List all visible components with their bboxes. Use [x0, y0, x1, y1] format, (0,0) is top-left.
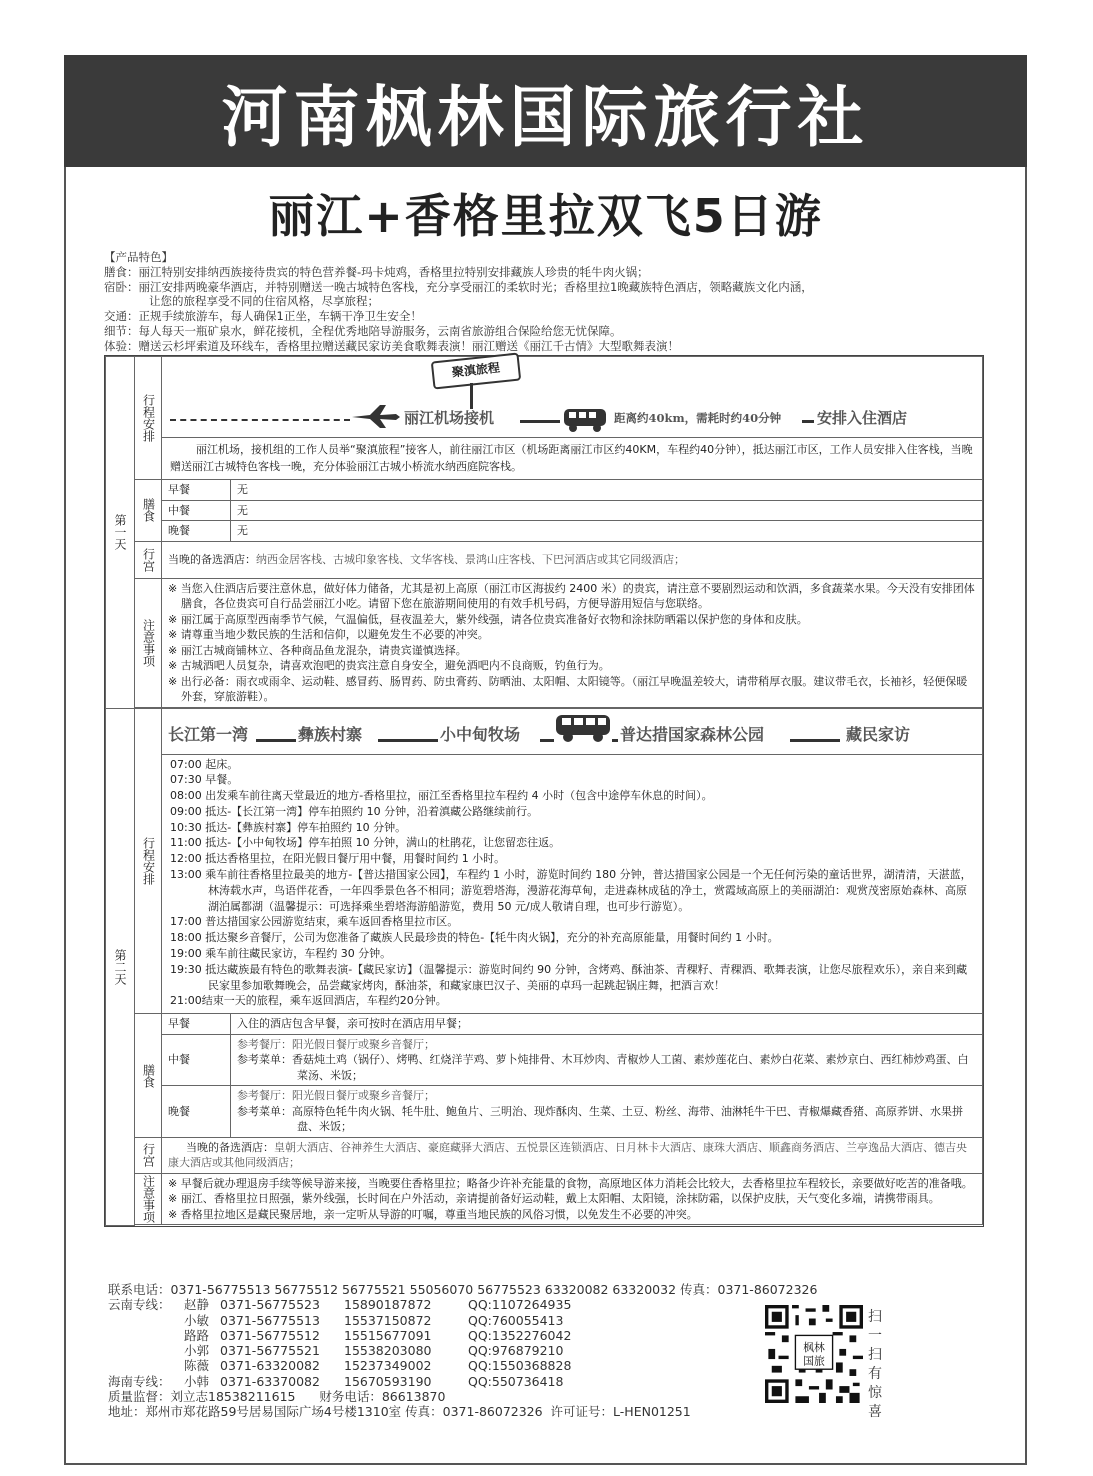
schedule-item: 13:00 乘车前往香格里拉最美的地方-【普达措国家公园】，车程约 1 小时，游览时间约 180 分钟，普达措国家公园是一个无任何污染的童话世界，湖清清，天湛蓝，林涛载水声，鸟语伴花香，一年四季景色各不相同；游览碧塔海，漫游花海草甸，走进森林成毡的净土，赏霞域高原上的美丽湖泊：观赏茂密原始森林、高原湖泊属都湖（温馨提示：可选择乘坐碧塔海游船游览，费用 50 元/成人敬请自理，也可步行游览）。	[170, 868, 972, 913]
route-dash-line	[170, 419, 350, 421]
feature-text: 每人每天一瓶矿泉水，鲜花接机，全程优秀地陪导游服务，云南省旅游组合保险给您无忧保障。	[138, 323, 622, 338]
feature-text: 赠送云杉坪索道及环线车，香格里拉赠送藏民家访美食歌舞表演！丽江赠送《丽江千古情》大型歌舞表演！	[138, 338, 679, 353]
airplane-icon	[350, 403, 402, 429]
yunnan-label: 云南专线：	[108, 1297, 171, 1313]
bus-icon	[562, 407, 608, 433]
meal-value	[231, 1086, 983, 1138]
note-item: ※ 出行必备：雨衣或雨伞、运动鞋、感冒药、肠胃药、防虫膏药、防晒油、太阳帽、太阳镜等。（丽江早晚温差较大，请带稍厚衣服。建议带毛衣，长袖衫，轻便保暖外套，穿旅游鞋）。	[168, 674, 968, 703]
meal-name: 早餐	[162, 1014, 231, 1035]
meal-value: 无	[231, 500, 983, 521]
feature-label: 体验：	[104, 338, 139, 353]
feature-text: 正规手续旅游车，每人确保1正坐，车辆干净卫生安全！	[138, 309, 422, 324]
contact-row: 陈薇 0371-63320082 15237349002 QQ:1550368828	[184, 1358, 572, 1374]
day2-hotel-category: 行宫	[135, 1137, 162, 1173]
schedule-item: 08:00 出发乘车前往离天堂最近的地方-香格里拉，丽江至香格里拉车程约 4 小时（包含中途停车休息的时间）。	[170, 789, 713, 803]
route-stop: 彝族村寨	[298, 724, 363, 744]
note-item: ※ 香格里拉地区是藏民聚居地，亲一定听从导游的叮嘱，尊重当地民族的风俗习惯，以免发生不必要的冲突。	[168, 1207, 698, 1221]
meal-name: 晚餐	[162, 1086, 231, 1138]
route-line	[540, 739, 554, 742]
hotel-list: 皇朝大酒店、谷神养生大酒店、豪庭藏驿大酒店、五悦景区连锁酒店、日月林卡大酒店、康珠大酒店、顺鑫商务酒店、兰亭逸品大酒店、德吉央康大酒店或其他同级酒店；	[168, 1140, 967, 1170]
schedule-item: 11:00 抵达-【小中甸牧场】停车拍照 10 分钟，满山的杜鹃花，让您留恋往返。	[170, 836, 561, 850]
note-item: ※ 请尊重当地少数民族的生活和信仰，以避免发生不必要的冲突。	[168, 628, 489, 641]
day2-schedule-category: 行程安排	[135, 708, 162, 1014]
day1-hotel-cell	[162, 541, 983, 578]
day2-route-banner	[162, 709, 982, 754]
meal-name: 早餐	[162, 480, 231, 501]
route-stop: 普达措国家森林公园	[620, 724, 765, 744]
route-line	[256, 739, 296, 742]
route-line	[790, 739, 840, 742]
feature-row	[104, 324, 1004, 339]
schedule-item: 12:00 抵达香格里拉，在阳光假日餐厅用中餐，用餐时间约 1 小时。	[170, 852, 506, 866]
yunnan-contacts	[108, 1297, 817, 1373]
contact-section	[108, 1282, 817, 1420]
agency-brand-banner: 河南枫林国际旅行社	[64, 55, 1027, 167]
bus-icon	[554, 713, 612, 743]
contact-row: 路路 0371-56775512 15515677091 QQ:1352276042	[184, 1327, 572, 1343]
meal-name: 中餐	[162, 1034, 231, 1086]
route-stop-hotel: 安排入住酒店	[817, 409, 908, 427]
yunnan-list	[184, 1297, 571, 1373]
day1-notes-category: 注意事项	[135, 578, 162, 707]
address-line: 地址：郑州市郑花路59号居易国际广场4号楼1310室 传真：0371-86072326 许可证号：L-HEN01251	[108, 1404, 691, 1420]
day2-meals-category: 膳食	[135, 1014, 162, 1138]
route-line	[520, 420, 560, 423]
note-item: ※ 丽江、香格里拉日照强，紫外线强，长时间在户外活动，亲请提前备好运动鞋，戴上太阳帽、太阳镜，涂抹防霜，以保护皮肤，天气变化多端，请携带雨具。	[168, 1192, 940, 1206]
schedule-item: 07:30 早餐。	[170, 773, 239, 787]
feature-row	[104, 309, 1004, 324]
sign-pole	[470, 383, 473, 409]
day2-notes-cell	[162, 1173, 983, 1225]
contact-row: 小郭 0371-56775521 15538203080 QQ:976879210	[184, 1343, 564, 1359]
hainan-label: 海南专线：	[108, 1373, 171, 1389]
note-item: ※ 早餐后就办理退房手续等候导游来接，当晚要住香格里拉；略备少许补充能量的食物，高原地区体力消耗会比较大，去香格里拉车程较长，亲要做好吃苦的准备哦。	[168, 1176, 973, 1190]
feature-row	[104, 339, 1004, 354]
feature-row	[104, 265, 1004, 280]
note-item: ※ 丽江古城商铺林立、各种商品鱼龙混杂，请贵宾谨慎选择。	[168, 643, 467, 657]
route-line	[612, 739, 618, 742]
day2-schedule-cell	[162, 708, 983, 1014]
hainan-contacts	[108, 1374, 817, 1389]
note-item: ※ 古城酒吧人员复杂，请喜欢泡吧的贵宾注意自身安全，避免酒吧内不良商贩，钓鱼行为。	[168, 659, 610, 672]
route-distance: 距离约40km，需耗时约40分钟	[614, 411, 782, 425]
day1-route-banner	[162, 357, 982, 437]
meal-value: 无	[231, 521, 983, 542]
hotel-label: 当晚的备选酒店：	[168, 552, 256, 566]
route-line	[802, 420, 814, 423]
feature-row	[104, 294, 1004, 309]
features-heading: 【产品特色】	[104, 250, 173, 264]
feature-text: 丽江安排两晚豪华酒店，并特别赠送一晚古城特色客栈，充分享受丽江的柔软时光；香格里拉1晚藏族特色酒店，领略藏族文化内涵，	[138, 279, 813, 294]
contact-row: 小韩 0371-63370082 15670593190 QQ:550736418	[184, 1373, 564, 1389]
itinerary-table	[104, 355, 984, 1227]
schedule-item: 19:30 抵达藏族最有特色的歌舞表演-【藏民家访】（温馨提示：游览时间约 90 分钟，含烤鸡、酥油茶、青稞籽、青稞酒、歌舞表演，让您尽旅程欢乐），亲自来到藏民家里参加歌舞晚会，品尝藏家烤肉，酥油茶，和藏家康巴汉子、美丽的卓玛一起跳起锅庄舞，把酒言欢！	[170, 962, 968, 992]
meal-menu: 参考菜单：香菇炖土鸡（锅仔）、烤鸭、红烧洋芋鸡、萝卜炖排骨、木耳炒肉、青椒炒人工菌、素炒莲花白、素炒白花菜、素炒京白、西红柿炒鸡蛋、白菜汤、米饭；	[237, 1053, 969, 1082]
day2-label: 第二天	[106, 708, 135, 1225]
note-item: ※ 当您入住酒店后要注意休息，做好体力储备，尤其是初上高原（丽江市区海拔约 2400 米）的贵宾，请注意不要剧烈运动和饮酒，多食蔬菜水果。今天没有安排团体膳食，各位贵宾可自行品尝丽江小吃。请留下您在旅游期间使用的有效手机号码，方便导游用短信与您联络。	[168, 581, 975, 610]
meal-value: 无	[231, 480, 983, 501]
schedule-item: 09:00 抵达-【长江第一湾】停车拍照约 10 分钟，沿着滇藏公路继续前行。	[170, 804, 539, 818]
feature-text: 让您的旅程享受不同的住宿风格，尽享旅程；	[149, 294, 379, 309]
route-stop: 小中甸牧场	[440, 724, 521, 744]
schedule-item: 17:00 普达措国家公园游览结束，乘车返回香格里拉市区。	[170, 915, 459, 929]
quality-line: 质量监督：刘立志18538211615 财务电话：86613870	[108, 1389, 446, 1405]
route-stop: 长江第一湾	[168, 724, 249, 744]
contact-row: 赵静 0371-56775523 15890187872 QQ:1107264935	[184, 1297, 572, 1313]
day1-description: 丽江机场，接机组的工作人员举“聚滇旅程”接客人，前往丽江市区（机场距离丽江市区约40KM，车程约40分钟），抵达丽江市区，工作人员安排入住客栈，当晚赠送丽江古城特色客栈一晚，充分体验丽江古城小桥流水纳西庭院客栈。	[162, 437, 982, 479]
contact-row: 小敏 0371-56775513 15537150872 QQ:760055413	[184, 1312, 564, 1328]
schedule-item: 10:30 抵达-【彝族村寨】停车拍照约 10 分钟。	[170, 820, 407, 834]
tour-title: 丽江+香格里拉双飞5日游	[268, 189, 823, 243]
schedule-item: 18:00 抵达聚乡音餐厅，公司为您准备了藏族人民最珍贵的特色-【牦牛肉火锅】，充分的补充高原能量，用餐时间约 1 小时。	[170, 931, 779, 945]
feature-label: 交通：	[104, 309, 139, 324]
qr-code[interactable]	[765, 1305, 863, 1403]
meal-name: 中餐	[162, 500, 231, 521]
feature-label: 细节：	[104, 323, 139, 338]
day2-notes-category: 注意事项	[135, 1173, 162, 1225]
route-line	[378, 739, 438, 742]
feature-label: 宿卧：	[104, 279, 139, 294]
day1-schedule-cell	[162, 357, 983, 480]
note-item: ※ 丽江属于高原型西南季节气候，气温偏低，昼夜温差大，紫外线强，请各位贵宾准备好衣物和涂抹防晒霜以保护您的身体和皮肤。	[168, 612, 808, 626]
hotel-label: 当晚的备选酒店：	[186, 1140, 274, 1154]
hotel-list: 纳西金居客栈、古城印象客栈、文华客栈、景鸿山庄客栈、下巴河酒店或其它同级酒店；	[256, 552, 685, 566]
day1-hotel-category: 行宫	[135, 541, 162, 578]
schedule-item: 07:00 起床。	[170, 757, 239, 771]
meal-name: 晚餐	[162, 521, 231, 542]
feature-text: 丽江特别安排纳西族接待贵宾的特色营养餐-玛卡炖鸡，香格里拉特别安排藏族人珍贵的牦牛肉火锅；	[138, 264, 649, 279]
qr-logo-line2: 国旅	[803, 1354, 825, 1368]
route-stop: 藏民家访	[846, 724, 911, 744]
schedule-item: 21:00结束一天的旅程，乘车返回酒店，车程约20分钟。	[170, 994, 447, 1008]
feature-row	[104, 280, 1004, 295]
feature-label: 膳食：	[104, 264, 139, 279]
day2-hotel-cell	[162, 1137, 983, 1173]
qr-logo-line1: 枫林	[803, 1340, 825, 1354]
schedule-item: 19:00 乘车前往藏民家访，车程约 30 分钟。	[170, 947, 392, 961]
meal-menu: 参考菜单：高原特色牦牛肉火锅、牦牛肚、鲍鱼片、三明治、现炸酥肉、生菜、土豆、粉丝、海带、油淋牦牛干巴、青椒爆藏香猪、高原荞饼、水果拼盘、米饭；	[237, 1104, 963, 1134]
scan-prompt: 扫一扫有惊喜	[868, 1309, 882, 1420]
route-stop-airport: 丽江机场接机	[404, 409, 495, 427]
day1-label: 第一天	[106, 357, 135, 709]
day1-notes-cell	[162, 578, 983, 707]
sign-board: 聚滇旅程	[431, 352, 521, 389]
meal-value: 入住的酒店包含早餐，亲可按时在酒店用早餐；	[231, 1014, 983, 1035]
product-features	[104, 250, 1004, 354]
meal-restaurant: 参考餐厅：阳光假日餐厅或聚乡音餐厅；	[237, 1037, 435, 1051]
day1-schedule-category: 行程安排	[135, 357, 162, 480]
meal-value	[231, 1034, 983, 1086]
meal-restaurant: 参考餐厅：阳光假日餐厅或聚乡音餐厅；	[237, 1089, 435, 1103]
day1-meals-category: 膳食	[135, 480, 162, 542]
phone-line: 联系电话：0371-56775513 56775512 56775521 55056070 56775523 63320082 63320032 传真：0371-86072326	[108, 1282, 818, 1297]
day2-timetable	[162, 754, 982, 1014]
